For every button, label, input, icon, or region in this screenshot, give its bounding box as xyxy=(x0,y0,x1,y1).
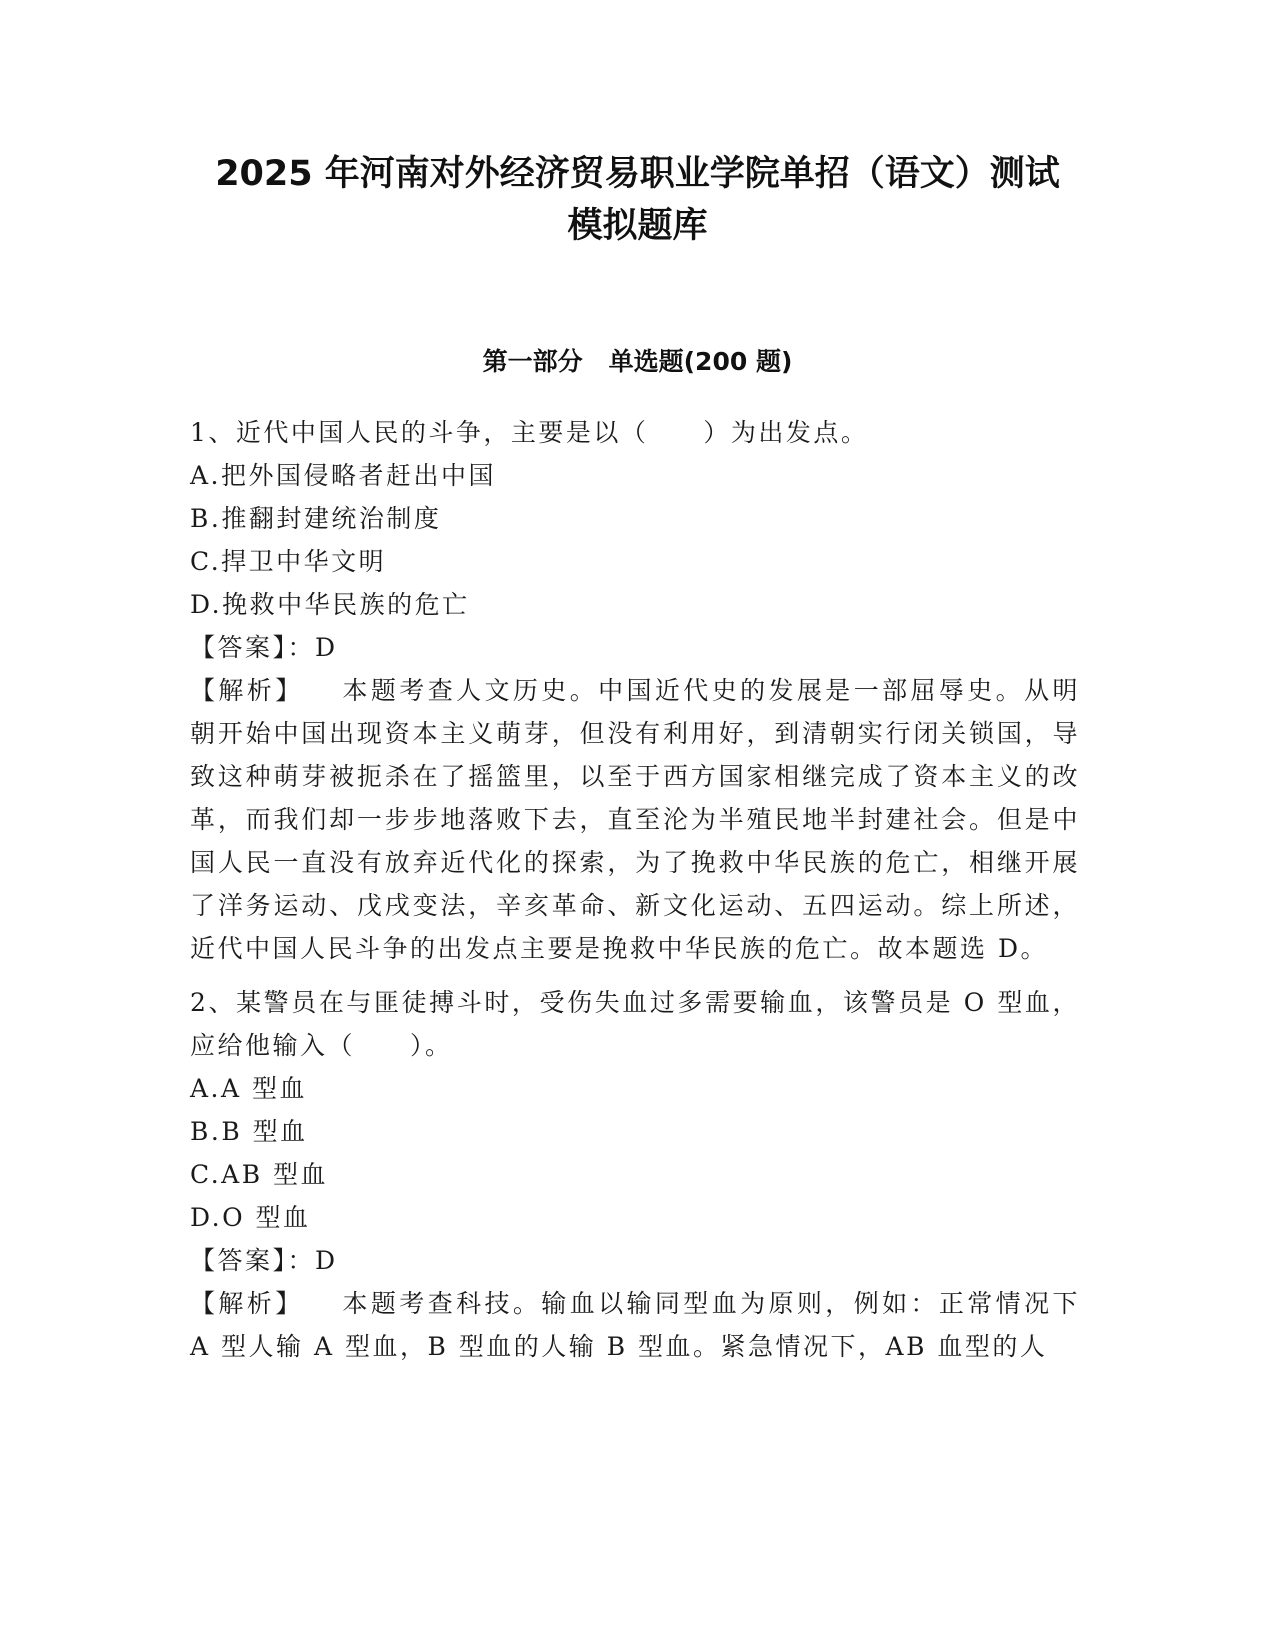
option-b: B.推翻封建统治制度 xyxy=(190,504,442,533)
title-line-2: 模拟题库 xyxy=(567,206,708,246)
analysis-text: 本题考查科技。输血以输同型血为原则，例如：正常情况下 A 型人输 A 型血，B 型血的人输 B 型血。紧急情况下，AB 血型的人 xyxy=(190,1289,1080,1361)
option-a: A.A 型血 xyxy=(190,1074,308,1103)
analysis-block xyxy=(190,669,1080,970)
section-heading xyxy=(0,345,1275,379)
section-part: 第一部分 xyxy=(482,347,583,376)
option-d: D.挽救中华民族的危亡 xyxy=(190,590,470,619)
answer-line xyxy=(190,626,1080,669)
title-line-1: 2025 年河南对外经济贸易职业学院单招（语文）测试 xyxy=(215,154,1060,194)
answer-label: 【答案】： xyxy=(190,1246,316,1275)
question-item xyxy=(190,981,1080,1368)
answer-value: D xyxy=(315,1246,338,1275)
section-name: 单选题(200 题) xyxy=(608,347,793,376)
answer-value: D xyxy=(315,633,338,662)
answer-label: 【答案】： xyxy=(190,633,316,662)
question-stem: 1、近代中国人民的斗争，主要是以（ ）为出发点。 xyxy=(190,418,869,447)
option-c: C.AB 型血 xyxy=(190,1160,329,1189)
option-b: B.B 型血 xyxy=(190,1117,308,1146)
analysis-block xyxy=(190,1282,1080,1368)
question-stem: 2、某警员在与匪徒搏斗时，受伤失血过多需要输血，该警员是 O 型血，应给他输入（ ）。 xyxy=(190,988,1080,1060)
document-title xyxy=(0,148,1275,252)
question-list xyxy=(190,411,1080,1379)
option-c: C.捍卫中华文明 xyxy=(190,547,387,576)
answer-line xyxy=(190,1239,1080,1282)
analysis-text: 本题考查人文历史。中国近代史的发展是一部屈辱史。从明朝开始中国出现资本主义萌芽，但没有利用好，到清朝实行闭关锁国，导致这种萌芽被扼杀在了摇篮里，以至于西方国家相继完成了资本主义的改革，而我们却一步步地落败下去，直至沦为半殖民地半封建社会。但是中国人民一直没有放弃近代化的探索，为了挽救中华民族的危亡，相继开展了洋务运动、戊戌变法，辛亥革命、新文化运动、五四运动。综上所述，近代中国人民斗争的出发点主要是挽救中华民族的危亡。故本题选 D。 xyxy=(190,676,1080,963)
question-item xyxy=(190,411,1080,970)
option-a: A.把外国侵略者赶出中国 xyxy=(190,461,497,490)
analysis-label: 【解析】 xyxy=(190,676,304,705)
analysis-label: 【解析】 xyxy=(190,1289,304,1318)
option-d: D.O 型血 xyxy=(190,1203,311,1232)
